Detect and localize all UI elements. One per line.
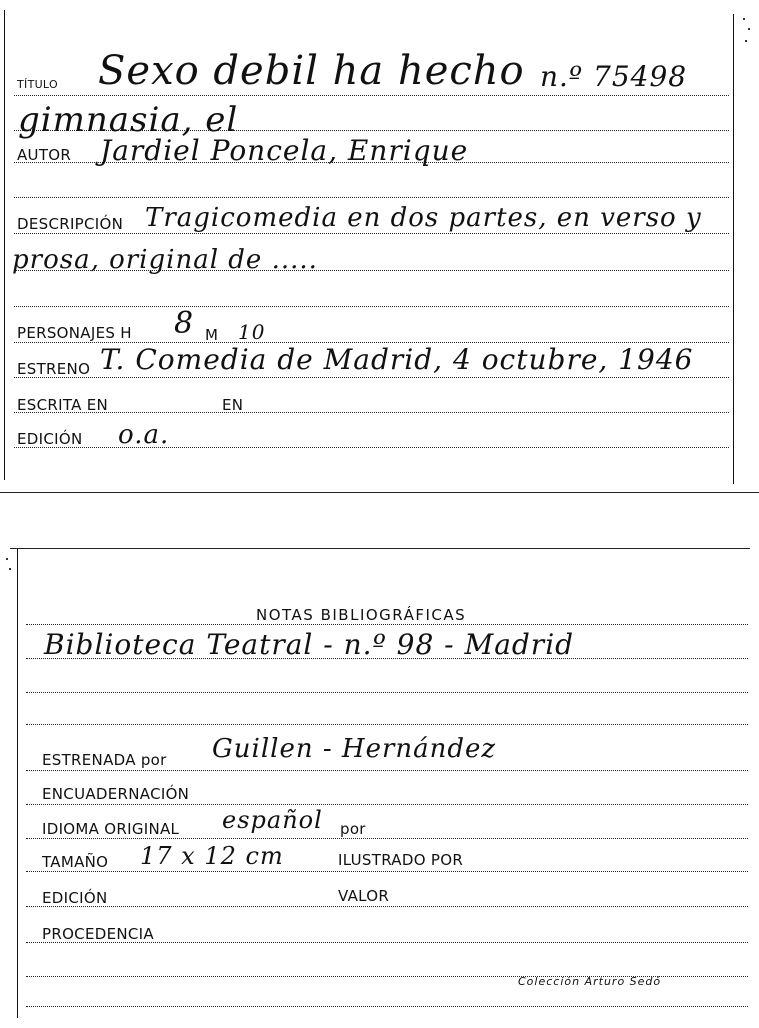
rule-line [26,724,748,725]
ilustrado-label: ILUSTRADO POR [338,851,464,869]
paper-speck [748,28,750,30]
rule-line [26,804,748,805]
escrita-label: ESCRITA EN [17,396,109,414]
descripcion-label: DESCRIPCIÓN [17,215,124,233]
notas-heading: NOTAS BIBLIOGRÁFICAS [256,606,467,624]
edicion-label: EDICIÓN [17,430,83,448]
paper-speck [743,18,745,20]
rule-line [26,838,748,839]
autor-value: Jardiel Poncela, Enrique [100,134,469,167]
rule-line [26,770,748,771]
coleccion-stamp: Colección Arturo Sedó [518,975,662,988]
titulo-label: TÍTULO [17,78,58,91]
bottom-catalog-card [0,548,759,1028]
paper-speck [6,558,8,560]
top-card-right-border [733,14,734,484]
estrenada-value: Guillen - Hernández [212,734,497,764]
procedencia-label: PROCEDENCIA [42,925,154,943]
rule-line [14,306,729,307]
edicion-label: EDICIÓN [42,889,108,907]
descripcion-value: Tragicomedia en dos partes, en verso y [145,203,702,233]
personajes-m-value: 10 [238,320,266,344]
idioma-value: español [222,806,323,834]
estreno-value: T. Comedia de Madrid, 4 octubre, 1946 [100,343,694,376]
titulo-number: n.º 75498 [540,60,688,93]
personajes-h-value: 8 [174,306,195,341]
top-card-left-border [4,10,5,480]
personajes-m-label: M [205,326,219,344]
tamano-value: 17 x 12 cm [140,842,284,870]
rule-line [26,624,748,625]
rule-line [26,871,748,872]
paper-speck [745,40,747,42]
descripcion-value-continued: prosa, original de ..... [12,245,318,275]
bottom-card-top-border [10,548,750,549]
personajes-label: PERSONAJES H [17,324,132,342]
notas-value: Biblioteca Teatral - n.º 98 - Madrid [44,628,575,661]
rule-line [14,377,729,378]
valor-label: VALOR [338,887,390,905]
bottom-card-left-border [17,548,18,1018]
edicion-value: o.a. [118,420,170,450]
rule-line [26,692,748,693]
rule-line [14,412,729,413]
titulo-value-continued: gimnasia, el [18,100,239,140]
rule-line [14,95,729,96]
tamano-label: TAMAÑO [42,853,109,871]
encuadernacion-label: ENCUADERNACIÓN [42,785,190,803]
estreno-label: ESTRENO [17,360,91,378]
estrenada-label: ESTRENADA por [42,751,167,769]
rule-line [26,906,748,907]
idioma-label: IDIOMA ORIGINAL [42,820,180,838]
rule-line [14,233,729,234]
escrita-en-label: EN [222,396,244,414]
card-cut-line [0,492,759,493]
por-label: por [340,820,366,838]
rule-line [14,197,729,198]
paper-speck [9,568,11,570]
titulo-value: Sexo debil ha hecho [98,48,525,94]
top-catalog-card [0,0,759,495]
rule-line [26,1006,748,1007]
autor-label: AUTOR [17,146,72,164]
